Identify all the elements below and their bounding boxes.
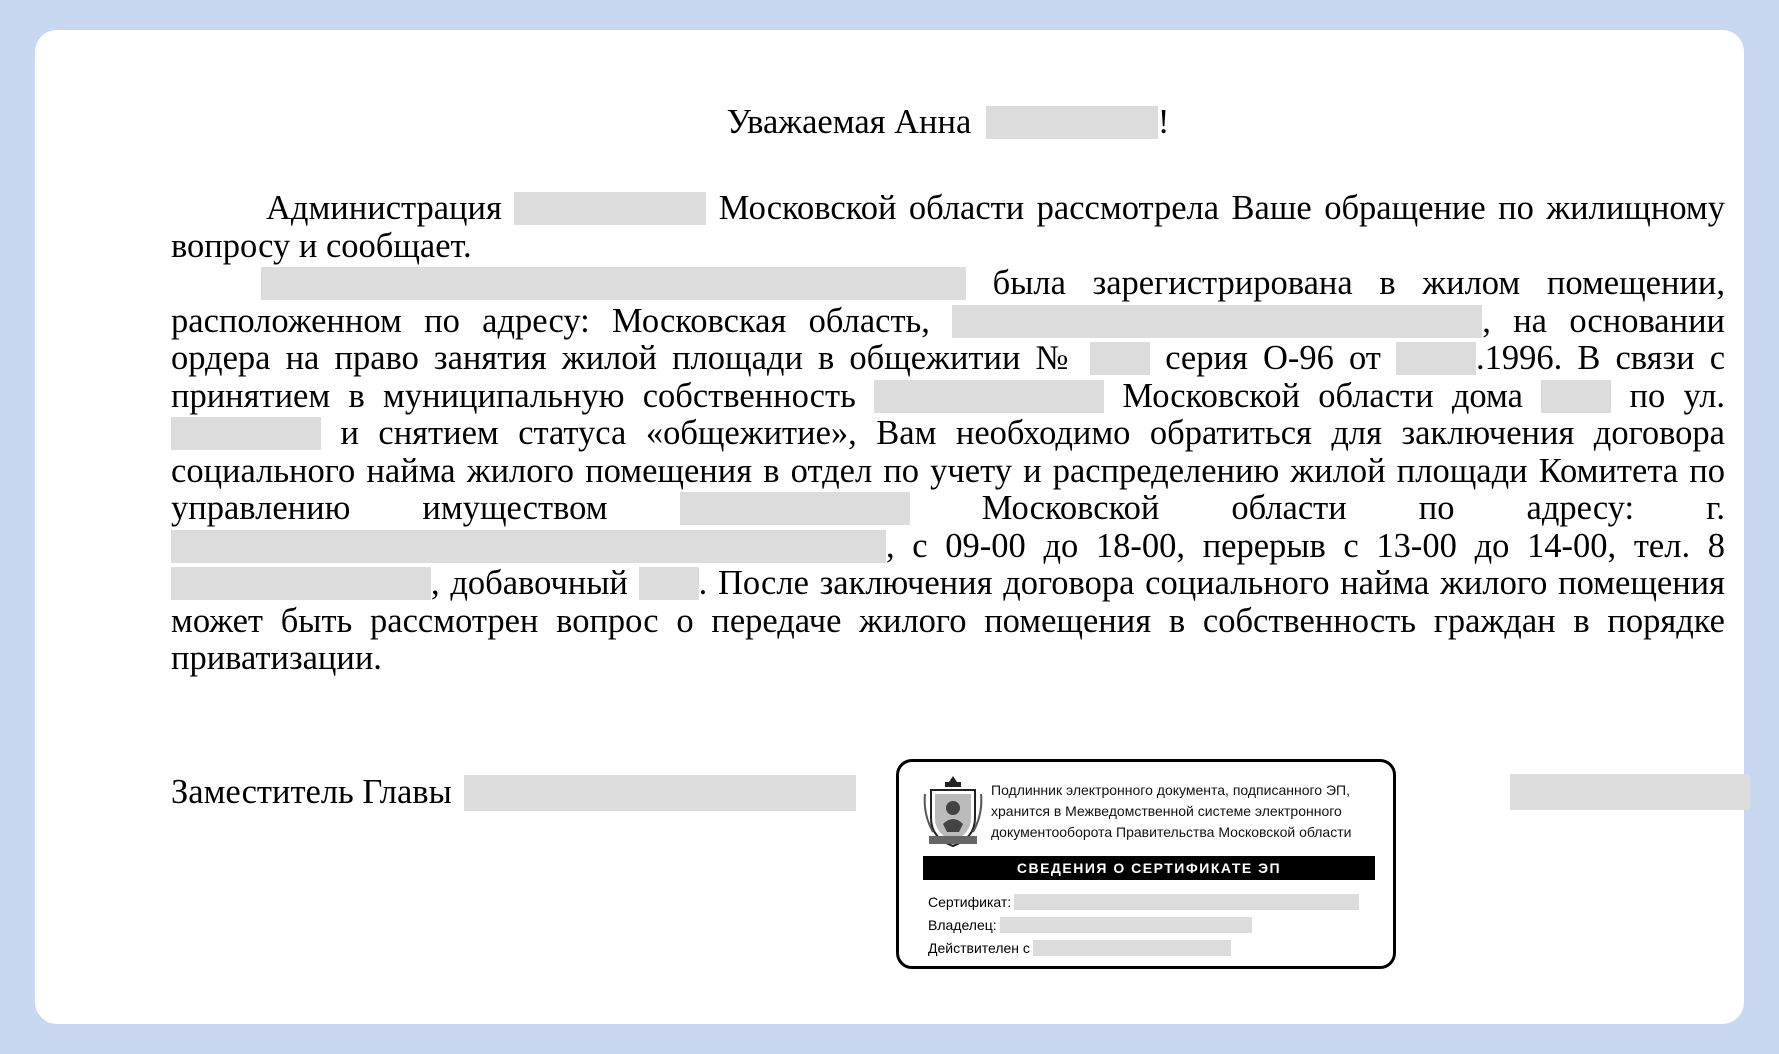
p2-text-10: , добавочный	[431, 564, 628, 602]
stamp-certificate-row	[928, 893, 1359, 911]
redacted-municipality	[514, 192, 706, 225]
stamp-certificate-label: Сертификат:	[928, 894, 1012, 910]
redacted-certificate	[1014, 894, 1359, 910]
p2-text-7: и снятием статуса «общежитие», Вам необходимо обратиться для заключения договора социального найма жилого помещения в отдел по учету и распределению жилой площади Комитета по управлению имуществом	[171, 414, 1725, 527]
greeting-text: Уважаемая Анна	[726, 103, 972, 141]
p1-text-2: Московской области рассмотрела Ваше обращение по жилищному вопросу и сообщает.	[171, 189, 1726, 265]
stamp-notice	[991, 780, 1391, 843]
redacted-owner	[1000, 917, 1252, 933]
redacted-municipality-2	[874, 380, 1104, 413]
stamp-owner-row	[928, 916, 1252, 934]
letter-text	[171, 190, 1725, 678]
redacted-street	[171, 417, 321, 450]
paragraph-1	[171, 190, 1725, 265]
redacted-address	[952, 305, 1482, 338]
redacted-municipality-3	[680, 492, 910, 525]
p2-text-6: по ул.	[1629, 376, 1726, 415]
p2-text-8: Московской области по адресу: г.	[981, 489, 1725, 527]
signature-line	[171, 772, 856, 812]
p2-text-2: , на основании ордера на право занятия жилой площади в общежитии №	[171, 301, 1725, 377]
redacted-extension	[639, 567, 699, 600]
stamp-notice-line-2: хранится в Межведомственной системе электронного	[991, 803, 1342, 819]
moscow-oblast-coat-of-arms-icon	[923, 772, 983, 850]
redacted-office-address	[171, 530, 886, 563]
document-card	[35, 30, 1744, 1024]
paragraph-2	[171, 265, 1725, 678]
redacted-surname	[986, 106, 1158, 139]
redacted-order-number	[1090, 342, 1150, 375]
greeting-line	[171, 104, 1725, 142]
redacted-signatory-name	[1510, 774, 1750, 810]
stamp-valid-row	[928, 939, 1231, 957]
stamp-notice-line-3: документооборота Правительства Московской области	[991, 824, 1352, 840]
signature-label: Заместитель Главы	[171, 773, 452, 811]
p2-text-3: серия О-96 от	[1165, 339, 1381, 377]
p2-text-4: .1996. В связи с принятием в муниципальную собственность	[171, 339, 1726, 415]
redacted-person-name	[261, 267, 966, 300]
stamp-owner-label: Владелец:	[928, 917, 997, 933]
greeting-exclamation: !	[1157, 103, 1170, 141]
p2-text-9: , с 09-00 до 18-00, перерыв с 13-00 до 14-00, тел. 8	[886, 526, 1725, 565]
stamp-notice-line-1: Подлинник электронного документа, подписанного ЭП,	[991, 782, 1350, 798]
p2-text-11: . После заключения договора социального найма жилого помещения может быть рассмотрен вопрос о передаче жилого помещения в собственность граждан в порядке приватизации.	[171, 564, 1725, 677]
redacted-order-date	[1396, 342, 1476, 375]
stamp-valid-label: Действителен с	[928, 940, 1030, 956]
redacted-validity	[1033, 940, 1231, 956]
redacted-signatory-title	[464, 775, 856, 811]
p2-text-1: была зарегистрирована в жилом помещении, расположенном по адресу: Московская область,	[171, 264, 1725, 340]
redacted-phone	[171, 567, 431, 600]
redacted-house-number	[1541, 380, 1611, 413]
p2-text-5: Московской области дома	[1122, 376, 1523, 415]
p1-text-1: Администрация	[266, 189, 502, 227]
stamp-certificate-header: СВЕДЕНИЯ О СЕРТИФИКАТЕ ЭП	[923, 856, 1375, 880]
electronic-signature-stamp	[896, 759, 1396, 969]
